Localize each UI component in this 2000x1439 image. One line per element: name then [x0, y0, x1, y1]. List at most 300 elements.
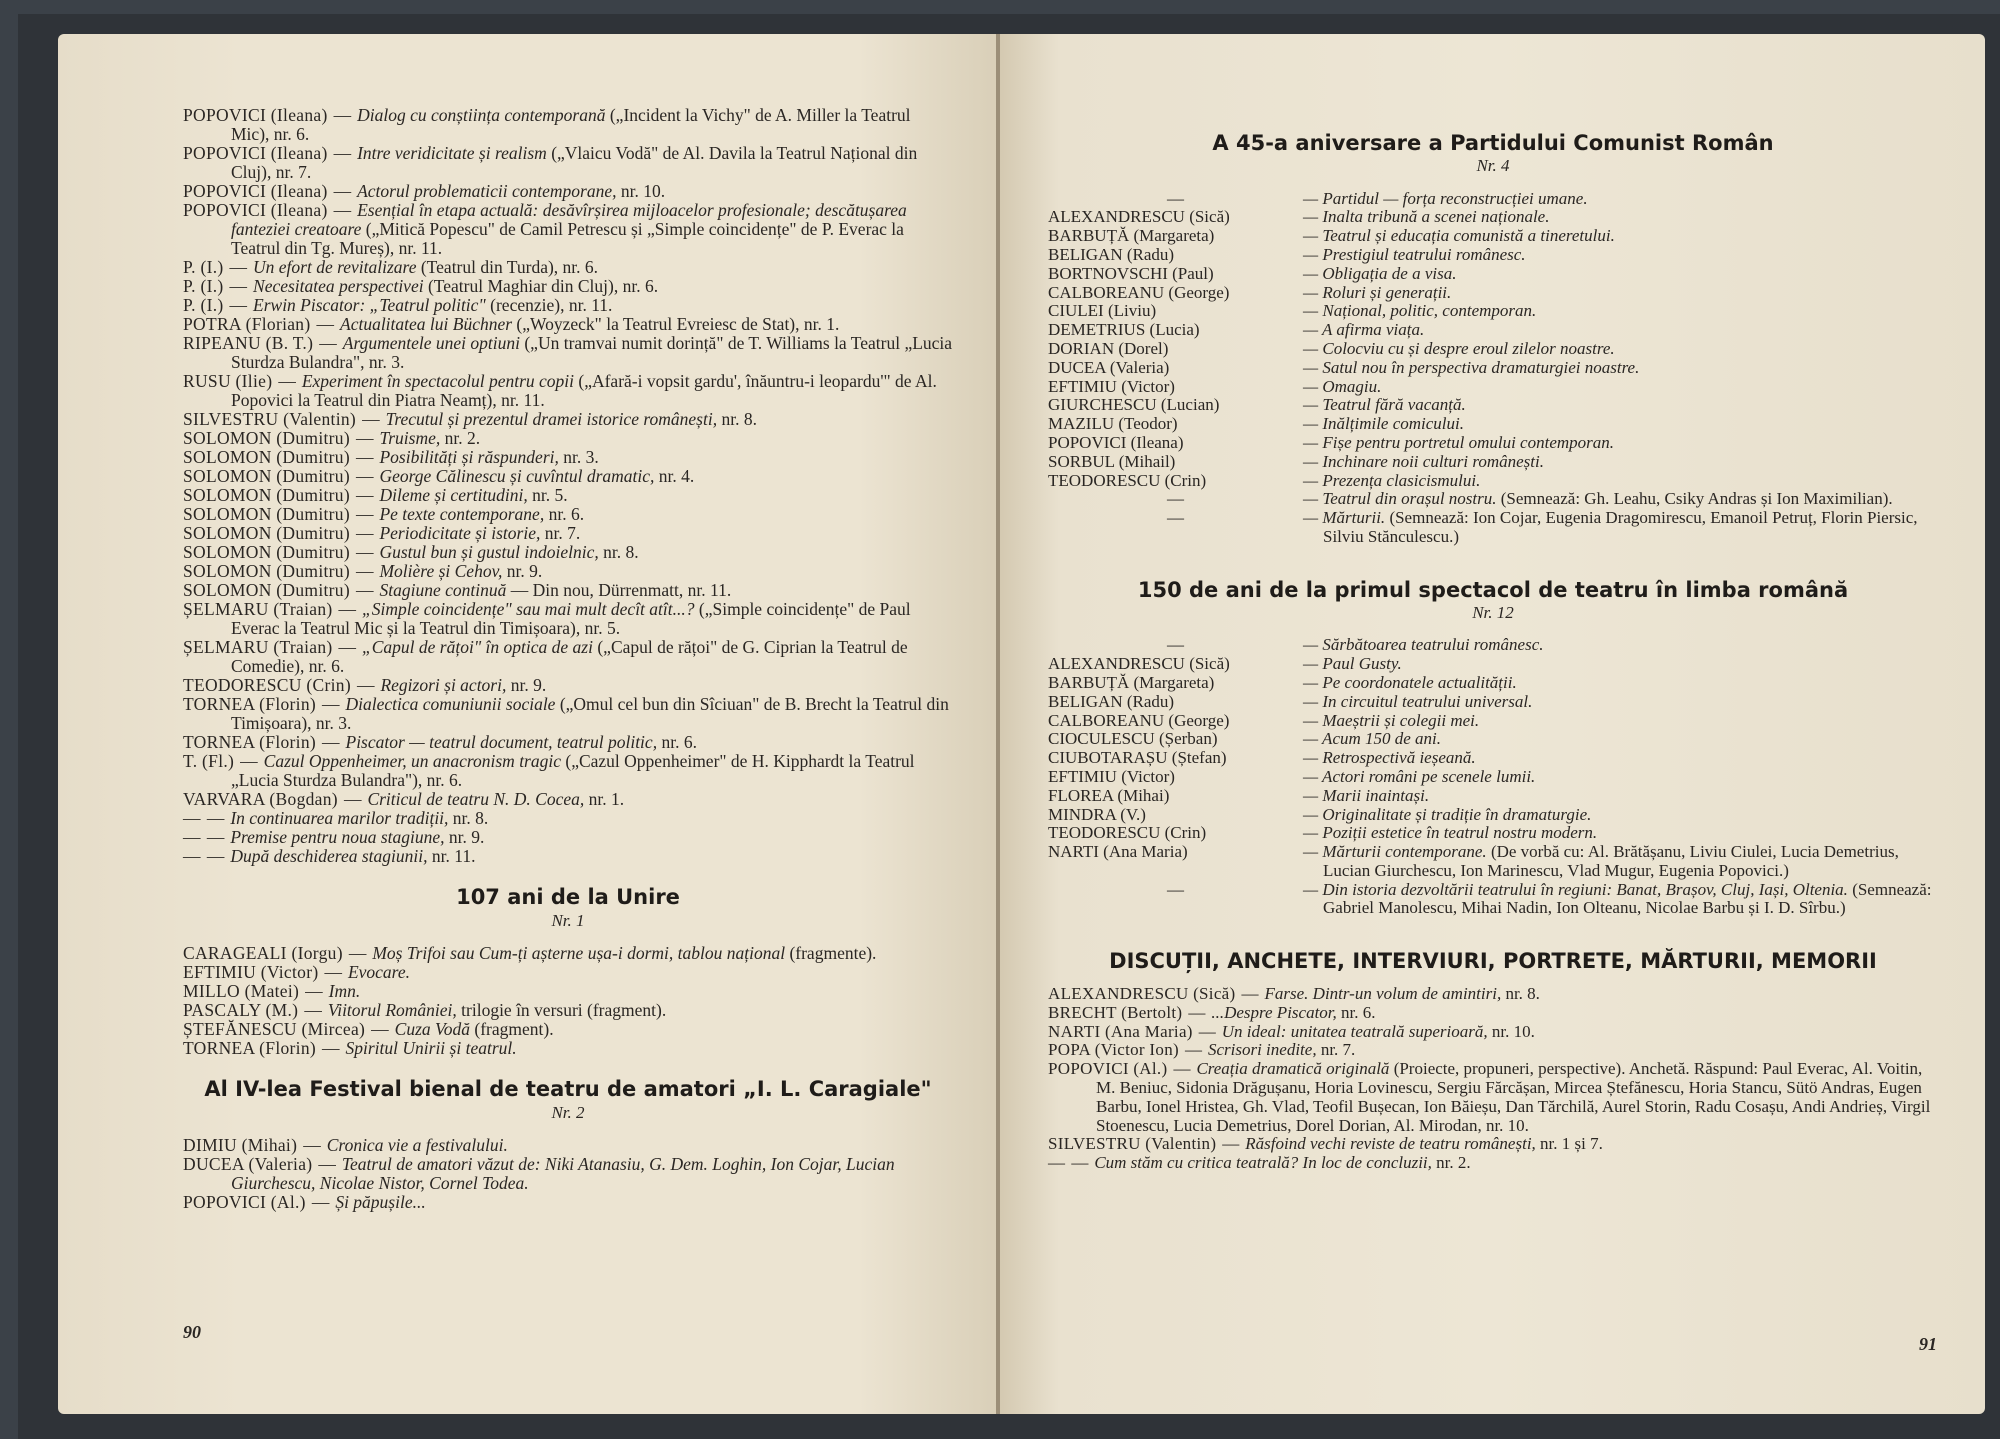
article-reference: nr. 10.	[620, 181, 666, 201]
article-reference: (fragment).	[474, 1019, 554, 1039]
contributor-name: DORIAN (Dorel)	[1048, 338, 1169, 358]
contributor-name: CALBOREANU (George)	[1048, 282, 1230, 302]
article-reference: nr. 7.	[544, 523, 581, 543]
bibliography-entry	[183, 505, 953, 524]
contributor-name: ALEXANDRESCU (Sică)	[1048, 654, 1230, 674]
article-title: Dialog cu conștiința contemporană	[357, 105, 606, 125]
contributor-name: BORTNOVSCHI (Paul)	[1048, 263, 1214, 283]
article-title: Actualitatea lui Büchner	[340, 314, 513, 334]
bibliography-entry	[183, 524, 953, 543]
article-title: Și păpușile...	[335, 1192, 426, 1212]
article-reference: nr. 6.	[1341, 1002, 1376, 1022]
article-reference: („Afară-i vopsit gardu', înăuntru-i leopardu'" de Al. Popovici la Teatrul din Piatra Neamț), nr. 11.	[231, 371, 937, 410]
article-reference: nr. 1.	[588, 789, 625, 809]
contributor-name: POPOVICI (Ileana)	[1048, 432, 1184, 452]
entry-dash: —	[355, 580, 374, 600]
section-title-discussions: DISCUȚII, ANCHETE, INTERVIURI, PORTRETE, MĂRTURII, MEMORII	[1109, 949, 1877, 974]
author-name: POPOVICI (Ileana)	[183, 181, 328, 201]
article-title: Gustul bun și gustul indoielnic,	[379, 542, 599, 562]
contributor-name: BARBUȚĂ (Margareta)	[1048, 672, 1215, 692]
right-page	[1000, 34, 1985, 1414]
contribution-title-text: — Acum 150 de ani.	[1303, 729, 1442, 749]
bibliography-entry	[1048, 1060, 1938, 1135]
author-name: VARVARA (Bogdan)	[183, 789, 338, 809]
section-title-150-years: 150 de ani de la primul spectacol de teatru în limba română	[1137, 577, 1849, 602]
author-name: —	[183, 846, 201, 866]
entry-dash: —	[316, 314, 334, 334]
article-reference: nr. 8.	[452, 808, 489, 828]
contribution-title	[1303, 378, 1938, 397]
article-title: Cronica vie a festivalului.	[326, 1135, 508, 1155]
contributors-table-anniversary	[1048, 190, 1938, 547]
author-name: P. (I.)	[183, 276, 224, 296]
bibliography-entry	[1048, 1023, 1938, 1042]
article-reference: nr. 8.	[721, 409, 757, 429]
contribution-title-text: — Prezența clasicismului.	[1303, 470, 1481, 490]
article-reference: (fragmente).	[789, 943, 877, 963]
author-name: TEODORESCU (Crin)	[183, 675, 351, 695]
article-title: Argumentele unei optiuni	[342, 333, 520, 353]
bibliography-entry	[183, 1039, 953, 1058]
article-title: „Capul de rățoi" în optica de azi	[362, 637, 593, 657]
bibliography-entry	[183, 790, 953, 809]
article-title: Un ideal: unitatea teatrală superioară,	[1221, 1021, 1488, 1041]
contribution-title-text: — Partidul — forța reconstrucției umane.	[1303, 188, 1588, 208]
author-name: TORNEA (Florin)	[183, 694, 316, 714]
contribution-title	[1303, 843, 1938, 881]
article-title: Cuza Vodă	[394, 1019, 470, 1039]
article-title: Regizori și actori,	[380, 675, 507, 695]
contribution-title	[1303, 693, 1938, 712]
entry-dash: —	[303, 1135, 321, 1155]
contribution-note: (Semnează: Gabriel Manolescu, Mihai Nadin, Ion Olteanu, Nicolae Barbu și I. D. Sîrbu.)	[1323, 879, 1932, 918]
author-name: DUCEA (Valeria)	[183, 1154, 313, 1174]
contribution-title	[1303, 806, 1938, 825]
contributor-name: —	[1167, 188, 1184, 208]
entry-dash: —	[206, 846, 225, 866]
entry-dash: —	[371, 1019, 389, 1039]
bibliography-entry	[183, 828, 953, 847]
bibliography-entry	[183, 201, 953, 258]
author-name: P. (I.)	[183, 295, 224, 315]
entry-dash: —	[318, 1154, 336, 1174]
article-reference: („Incident la Vichy" de A. Miller la Teatrul Mic), nr. 6.	[231, 105, 911, 144]
article-title: Moș Trifoi sau Cum-ți așterne ușa-i dormi, tablou național	[372, 943, 786, 963]
article-title: Actorul problematicii contemporane,	[357, 181, 617, 201]
contribution-title-text: — Paul Gusty.	[1303, 654, 1402, 674]
author-name: SOLOMON (Dumitru)	[183, 504, 350, 524]
author-name: NARTI (Ana Maria)	[1048, 1021, 1193, 1041]
bibliography-entry	[183, 467, 953, 486]
bibliography-entry	[183, 372, 953, 410]
contribution-title-text: — Colocviu cu și despre eroul zilelor noastre.	[1303, 338, 1615, 358]
contributor-name: EFTIMIU (Victor)	[1048, 376, 1175, 396]
contributor-name: EFTIMIU (Victor)	[1048, 766, 1175, 786]
bibliography-entry	[183, 600, 953, 638]
entry-dash: —	[355, 542, 374, 562]
contributor-name: BELIGAN (Radu)	[1048, 691, 1175, 711]
bibliography-entry	[183, 448, 953, 467]
entry-dash: —	[1188, 1002, 1206, 1022]
entry-dash: —	[355, 485, 374, 505]
author-name: POTRA (Florian)	[183, 314, 311, 334]
bibliography-entry	[1048, 1135, 1938, 1154]
bibliography-entry	[183, 258, 953, 277]
author-name: POPOVICI (Ileana)	[183, 200, 328, 220]
entry-dash: —	[333, 200, 352, 220]
contributor-name: MINDRA (V.)	[1048, 804, 1146, 824]
author-name: T. (Fl.)	[183, 751, 235, 771]
contribution-title	[1303, 190, 1938, 209]
bibliography-entry	[183, 334, 953, 372]
left-page-content	[183, 106, 953, 1212]
contribution-title-text: — Satul nou în perspectiva dramaturgiei noastre.	[1303, 357, 1640, 377]
article-reference: nr. 9.	[506, 561, 543, 581]
section-issue-number: Nr. 1	[551, 911, 585, 930]
contribution-note: (Semnează: Ion Cojar, Eugenia Dragomirescu, Emanoil Petruț, Florin Piersic, Silviu Stănculescu.)	[1323, 508, 1918, 546]
entry-dash: —	[355, 523, 374, 543]
contribution-title	[1303, 509, 1938, 547]
entry-dash: —	[322, 732, 340, 752]
article-title: Teatrul de amatori văzut de: Niki Atanasiu, G. Dem. Loghin, Ion Cojar, Lucian Giurchescu, Nicolae Nistor, Cornel Todea.	[231, 1154, 895, 1193]
contribution-title	[1303, 881, 1938, 919]
contribution-title-text: — Inchinare noii culturi românești.	[1303, 451, 1544, 471]
entry-dash: —	[304, 1000, 322, 1020]
author-name: SOLOMON (Dumitru)	[183, 542, 350, 562]
contributor-name: MAZILU (Teodor)	[1048, 414, 1178, 434]
contribution-title	[1303, 490, 1938, 509]
contributor-name: DUCEA (Valeria)	[1048, 357, 1170, 377]
article-reference: (Proiecte, propuneri, perspective). Anchetă. Răspund: Paul Everac, Al. Voitin, M. Beniuc, Sidonia Drăgușanu, Horia Lovinescu, Sergiu Fărcășan, Mircea Ștefănescu, Horia Stancu, Sütö Andras, Eugen Barbu, Ionel Hristea, Gh. Vlad, Teofil Bușecan, Ion Băieșu, Dan Tărchilă, Aurel Storin, Radu Cosașu, Andi Andrieș, Virgil Stoenescu, Lucia Demetrius, Dorel Dorian, Al. Mirodan, nr. 10.	[1096, 1059, 1931, 1135]
article-reference: nr. 6.	[661, 732, 697, 752]
article-title: Premise pentru noua stagiune,	[230, 827, 445, 847]
article-reference: („Woyzeck" la Teatrul Evreiesc de Stat), nr. 1.	[516, 314, 840, 334]
article-reference: nr. 1 și 7.	[1540, 1134, 1603, 1154]
entry-dash: —	[206, 827, 225, 847]
author-name: SILVESTRU (Valentin)	[183, 409, 357, 429]
contribution-title-text: — Național, politic, contemporan.	[1303, 301, 1537, 321]
contributor-name: DEMETRIUS (Lucia)	[1048, 320, 1200, 340]
author-name: TORNEA (Florin)	[183, 1038, 316, 1058]
contribution-title	[1303, 787, 1938, 806]
entry-dash: —	[322, 1038, 340, 1058]
entry-dash: —	[278, 371, 296, 391]
bibliography-entry	[183, 543, 953, 562]
contributor-name: CALBOREANU (George)	[1048, 710, 1230, 730]
contribution-title	[1303, 472, 1938, 491]
article-title: „Simple coincidențe" sau mai mult decît atît...?	[362, 599, 695, 619]
contribution-title-text: — Din istoria dezvoltării teatrului în regiuni: Banat, Brașov, Cluj, Iași, Oltenia.	[1303, 879, 1848, 899]
article-title: Pe texte contemporane,	[379, 504, 545, 524]
entry-dash: —	[333, 105, 352, 125]
article-reference: (Teatrul Maghiar din Cluj), nr. 6.	[427, 276, 659, 296]
contribution-title-text: — Retrospectivă ieșeană.	[1303, 748, 1476, 768]
entry-dash: —	[338, 637, 356, 657]
section-issue-number: Nr. 4	[1476, 155, 1510, 175]
section-title-unire: 107 ani de la Unire	[456, 885, 680, 909]
bibliography-entry	[183, 315, 953, 334]
article-title: Intre veridicitate și realism	[357, 143, 547, 163]
article-title: Scrisori inedite,	[1207, 1040, 1317, 1060]
contribution-title-text: — Teatrul din orașul nostru.	[1303, 489, 1497, 509]
contributor-name: CIULEI (Liviu)	[1048, 301, 1157, 321]
contribution-title-text: — Mărturii contemporane.	[1303, 842, 1487, 862]
contribution-title	[1303, 824, 1938, 843]
bibliography-list-continued	[183, 106, 953, 866]
article-reference: („Simple coincidențe" de Paul Everac la Teatrul Mic și la Teatrul din Timișoara), nr. 5.	[231, 599, 911, 638]
entry-dash: —	[1184, 1040, 1202, 1060]
article-title: Cum stăm cu critica teatrală? In loc de concluzii,	[1094, 1153, 1432, 1173]
article-reference: („Un tramvai numit dorință" de T. Williams la Teatrul „Lucia Sturdza Bulandra", nr. 3.	[231, 333, 953, 372]
article-title: Cazul Oppenheimer, un anacronism tragic	[263, 751, 561, 771]
article-reference: nr. 4.	[658, 466, 695, 486]
contribution-title-text: — Teatrul și educația comunistă a tineretului.	[1303, 226, 1615, 246]
article-title: Trecutul și prezentul dramei istorice românești,	[385, 409, 718, 429]
article-title: Experiment în spectacolul pentru copii	[301, 371, 574, 391]
contribution-title	[1303, 340, 1938, 359]
article-title: ...Despre Piscator,	[1211, 1002, 1337, 1022]
bibliography-list-festival	[183, 1136, 953, 1212]
bibliography-entry	[183, 752, 953, 790]
article-title: George Călinescu și cuvîntul dramatic,	[379, 466, 655, 486]
contributor-name: FLOREA (Mihai)	[1048, 785, 1170, 805]
article-reference: („Mitică Popescu" de Camil Petrescu și „Simple coincidențe" de P. Everac la Teatrul din Tg. Mureș), nr. 11.	[231, 219, 904, 258]
author-name: CARAGEALI (Iorgu)	[183, 943, 343, 963]
article-reference: nr. 8.	[1505, 984, 1540, 1004]
entry-dash: —	[355, 561, 374, 581]
article-reference: nr. 7.	[1320, 1040, 1356, 1060]
author-name: —	[183, 808, 201, 828]
entry-dash: —	[1173, 1059, 1191, 1079]
article-reference: nr. 11.	[431, 846, 476, 866]
contributor-name: CIOCULESCU (Șerban)	[1048, 729, 1218, 749]
bibliography-entry	[183, 296, 953, 315]
page-number: 91	[1919, 1334, 1937, 1354]
bibliography-entry	[183, 944, 953, 963]
contributor-name: TEODORESCU (Crin)	[1048, 470, 1207, 490]
bibliography-entry	[183, 695, 953, 733]
entry-dash: —	[229, 295, 248, 315]
contribution-title	[1303, 655, 1938, 674]
entry-dash: —	[1241, 984, 1259, 1004]
section-title-anniversary: A 45-a aniversare a Partidului Comunist Român	[1212, 131, 1774, 155]
contributors-table-150-years	[1048, 636, 1938, 918]
article-reference: („Omul cel bun din Sîciuan" de B. Brecht la Teatrul din Timișoara), nr. 3.	[231, 694, 949, 733]
section-issue-number: Nr. 2	[551, 1103, 585, 1122]
article-reference: nr. 2.	[1436, 1153, 1471, 1173]
author-name: SOLOMON (Dumitru)	[183, 580, 350, 600]
contribution-title	[1303, 246, 1938, 265]
article-title: Viitorul României,	[327, 1000, 457, 1020]
bibliography-entry	[183, 1001, 953, 1020]
contributor-name: BARBUȚĂ (Margareta)	[1048, 226, 1215, 246]
contribution-title-text: — Pe coordonatele actualității.	[1303, 672, 1517, 692]
entry-dash: —	[324, 962, 342, 982]
article-title: Molière și Cehov,	[379, 561, 503, 581]
entry-dash: —	[206, 808, 225, 828]
bibliography-entry	[183, 963, 953, 982]
contribution-title	[1303, 396, 1938, 415]
author-name: SILVESTRU (Valentin)	[1048, 1134, 1217, 1154]
contribution-title	[1303, 453, 1938, 472]
article-title: Dialectica comuniunii sociale	[345, 694, 556, 714]
contribution-title	[1303, 208, 1938, 227]
entry-dash: —	[355, 504, 374, 524]
article-title: Farse. Dintr-un volum de amintiri,	[1264, 984, 1502, 1004]
contribution-title	[1303, 227, 1938, 246]
entry-dash: —	[355, 428, 374, 448]
bibliography-entry	[183, 144, 953, 182]
contributor-name: BELIGAN (Radu)	[1048, 244, 1175, 264]
entry-dash: —	[348, 943, 367, 963]
contributor-name: NARTI (Ana Maria)	[1048, 842, 1188, 862]
entry-dash: —	[1222, 1134, 1240, 1154]
article-title: Dileme și certitudini,	[379, 485, 528, 505]
bibliography-entry	[183, 486, 953, 505]
contribution-title-text: — Actori români pe scenele lumii.	[1303, 766, 1536, 786]
bibliography-entry	[183, 562, 953, 581]
contribution-title-text: — Poziții estetice în teatrul nostru modern.	[1303, 823, 1598, 843]
article-reference: (Teatrul din Turda), nr. 6.	[420, 257, 599, 277]
author-name: ALEXANDRESCU (Sică)	[1048, 984, 1236, 1004]
bibliography-entry	[183, 182, 953, 201]
contribution-title	[1303, 730, 1938, 749]
contributor-name: TEODORESCU (Crin)	[1048, 823, 1207, 843]
article-title: Periodicitate și istorie,	[379, 523, 541, 543]
contribution-title	[1303, 712, 1938, 731]
bibliography-entry	[1048, 1041, 1938, 1060]
article-title: Creația dramatică originală	[1196, 1059, 1390, 1079]
bibliography-entry	[1048, 985, 1938, 1004]
contribution-note: (Semnează: Gh. Leahu, Csiky Andras și Ion Maximilian).	[1500, 489, 1893, 509]
author-name: SOLOMON (Dumitru)	[183, 561, 350, 581]
bibliography-list-unire	[183, 944, 953, 1058]
bibliography-entry	[183, 982, 953, 1001]
article-title: Erwin Piscator: „Teatrul politic"	[253, 295, 486, 315]
contribution-title-text: — Teatrul fără vacanță.	[1303, 395, 1466, 415]
entry-dash: —	[305, 981, 323, 1001]
contribution-title-text: — A afirma viața.	[1303, 320, 1425, 340]
article-title: Necesitatea perspectivei	[253, 276, 424, 296]
article-title: Stagiune continuă	[379, 580, 507, 600]
entry-dash: —	[333, 143, 352, 163]
bibliography-entry	[183, 1193, 953, 1212]
author-name: —	[1048, 1153, 1066, 1173]
contribution-title-text: — Roluri și generații.	[1303, 282, 1452, 302]
open-book	[18, 14, 2000, 1439]
section-title-festival: Al IV-lea Festival bienal de teatru de amatori „I. L. Caragiale"	[204, 1077, 932, 1101]
bibliography-entry	[183, 638, 953, 676]
author-name: POPOVICI (Al.)	[1048, 1059, 1168, 1079]
entry-dash: —	[1071, 1153, 1089, 1173]
entry-dash: —	[333, 181, 352, 201]
bibliography-entry	[183, 410, 953, 429]
contributor-name: SORBUL (Mihail)	[1048, 451, 1176, 471]
article-reference: nr. 9.	[510, 675, 547, 695]
author-name: ȘELMARU (Traian)	[183, 637, 333, 657]
bibliography-entry	[183, 581, 953, 600]
author-name: BRECHT (Bertolt)	[1048, 1002, 1183, 1022]
entry-dash: —	[362, 409, 380, 429]
article-reference: — Din nou, Dürrenmatt, nr. 11.	[510, 580, 732, 600]
contribution-title-text: — Inălțimile comicului.	[1303, 414, 1465, 434]
author-name: POPOVICI (Al.)	[183, 1192, 306, 1212]
contribution-title	[1303, 434, 1938, 453]
author-name: ȘTEFĂNESCU (Mircea)	[183, 1019, 366, 1039]
bibliography-entry	[183, 1020, 953, 1039]
contributor-name: —	[1167, 635, 1184, 655]
section-issue-number: Nr. 12	[1472, 602, 1514, 622]
article-reference: („Capul de rățoi" de G. Ciprian la Teatrul de Comedie), nr. 6.	[231, 637, 908, 676]
contribution-title	[1303, 636, 1938, 655]
contributor-name: —	[1167, 489, 1184, 509]
article-reference: nr. 5.	[532, 485, 568, 505]
entry-dash: —	[319, 333, 337, 353]
contributor-name: —	[1167, 508, 1184, 528]
contribution-title	[1303, 674, 1938, 693]
author-name: RIPEANU (B. T.)	[183, 333, 314, 353]
entry-dash: —	[355, 447, 374, 467]
author-name: —	[183, 827, 201, 847]
article-reference: trilogie în versuri (fragment).	[461, 1000, 667, 1020]
article-title: Truisme,	[379, 428, 441, 448]
contribution-title-text: — Obligația de a visa.	[1303, 263, 1457, 283]
contributor-name: CIUBOTARAȘU (Ștefan)	[1048, 748, 1227, 768]
author-name: SOLOMON (Dumitru)	[183, 466, 350, 486]
author-name: PASCALY (M.)	[183, 1000, 299, 1020]
article-title: Un efort de revitalizare	[253, 257, 417, 277]
contribution-title-text: — Mărturii.	[1303, 508, 1386, 528]
contribution-title-text: — Omagiu.	[1303, 376, 1382, 396]
author-name: POPOVICI (Ileana)	[183, 143, 328, 163]
page-number: 90	[183, 1322, 201, 1342]
entry-dash: —	[240, 751, 258, 771]
contribution-title-text: — Originalitate și tradiție în dramaturgie.	[1303, 804, 1592, 824]
contributor-name: ALEXANDRESCU (Sică)	[1048, 207, 1230, 227]
article-title: Posibilități și răspunderi,	[379, 447, 559, 467]
contributor-name: GIURCHESCU (Lucian)	[1048, 395, 1220, 415]
entry-dash: —	[356, 675, 375, 695]
article-title: Esențial în etapa actuală: desăvîrșirea mijloacelor profesionale; descătușarea fanteziei creatoare	[231, 200, 907, 239]
entry-dash: —	[338, 599, 356, 619]
contribution-title-text: — Maeștrii și colegii mei.	[1303, 710, 1480, 730]
article-reference: nr. 10.	[1491, 1021, 1535, 1041]
author-name: MILLO (Matei)	[183, 981, 300, 1001]
bibliography-entry	[183, 733, 953, 752]
author-name: RUSU (Ilie)	[183, 371, 273, 391]
contribution-title	[1303, 321, 1938, 340]
article-title: Criticul de teatru N. D. Cocea,	[367, 789, 585, 809]
author-name: POPOVICI (Ileana)	[183, 105, 328, 125]
right-page-content	[1048, 131, 1938, 1173]
author-name: P. (I.)	[183, 257, 224, 277]
entry-dash: —	[229, 257, 248, 277]
bibliography-entry	[183, 277, 953, 296]
author-name: POPA (Victor Ion)	[1048, 1040, 1179, 1060]
bibliography-entry	[183, 1155, 953, 1193]
contribution-title	[1303, 415, 1938, 434]
author-name: SOLOMON (Dumitru)	[183, 428, 350, 448]
article-title: Spiritul Unirii și teatrul.	[345, 1038, 517, 1058]
article-reference: nr. 2.	[444, 428, 481, 448]
article-title: După deschiderea stagiunii,	[230, 846, 428, 866]
author-name: EFTIMIU (Victor)	[183, 962, 319, 982]
article-reference: nr. 6.	[548, 504, 585, 524]
author-name: SOLOMON (Dumitru)	[183, 447, 350, 467]
bibliography-entry	[1048, 1004, 1938, 1023]
article-reference: nr. 9.	[448, 827, 485, 847]
contribution-title	[1303, 359, 1938, 378]
